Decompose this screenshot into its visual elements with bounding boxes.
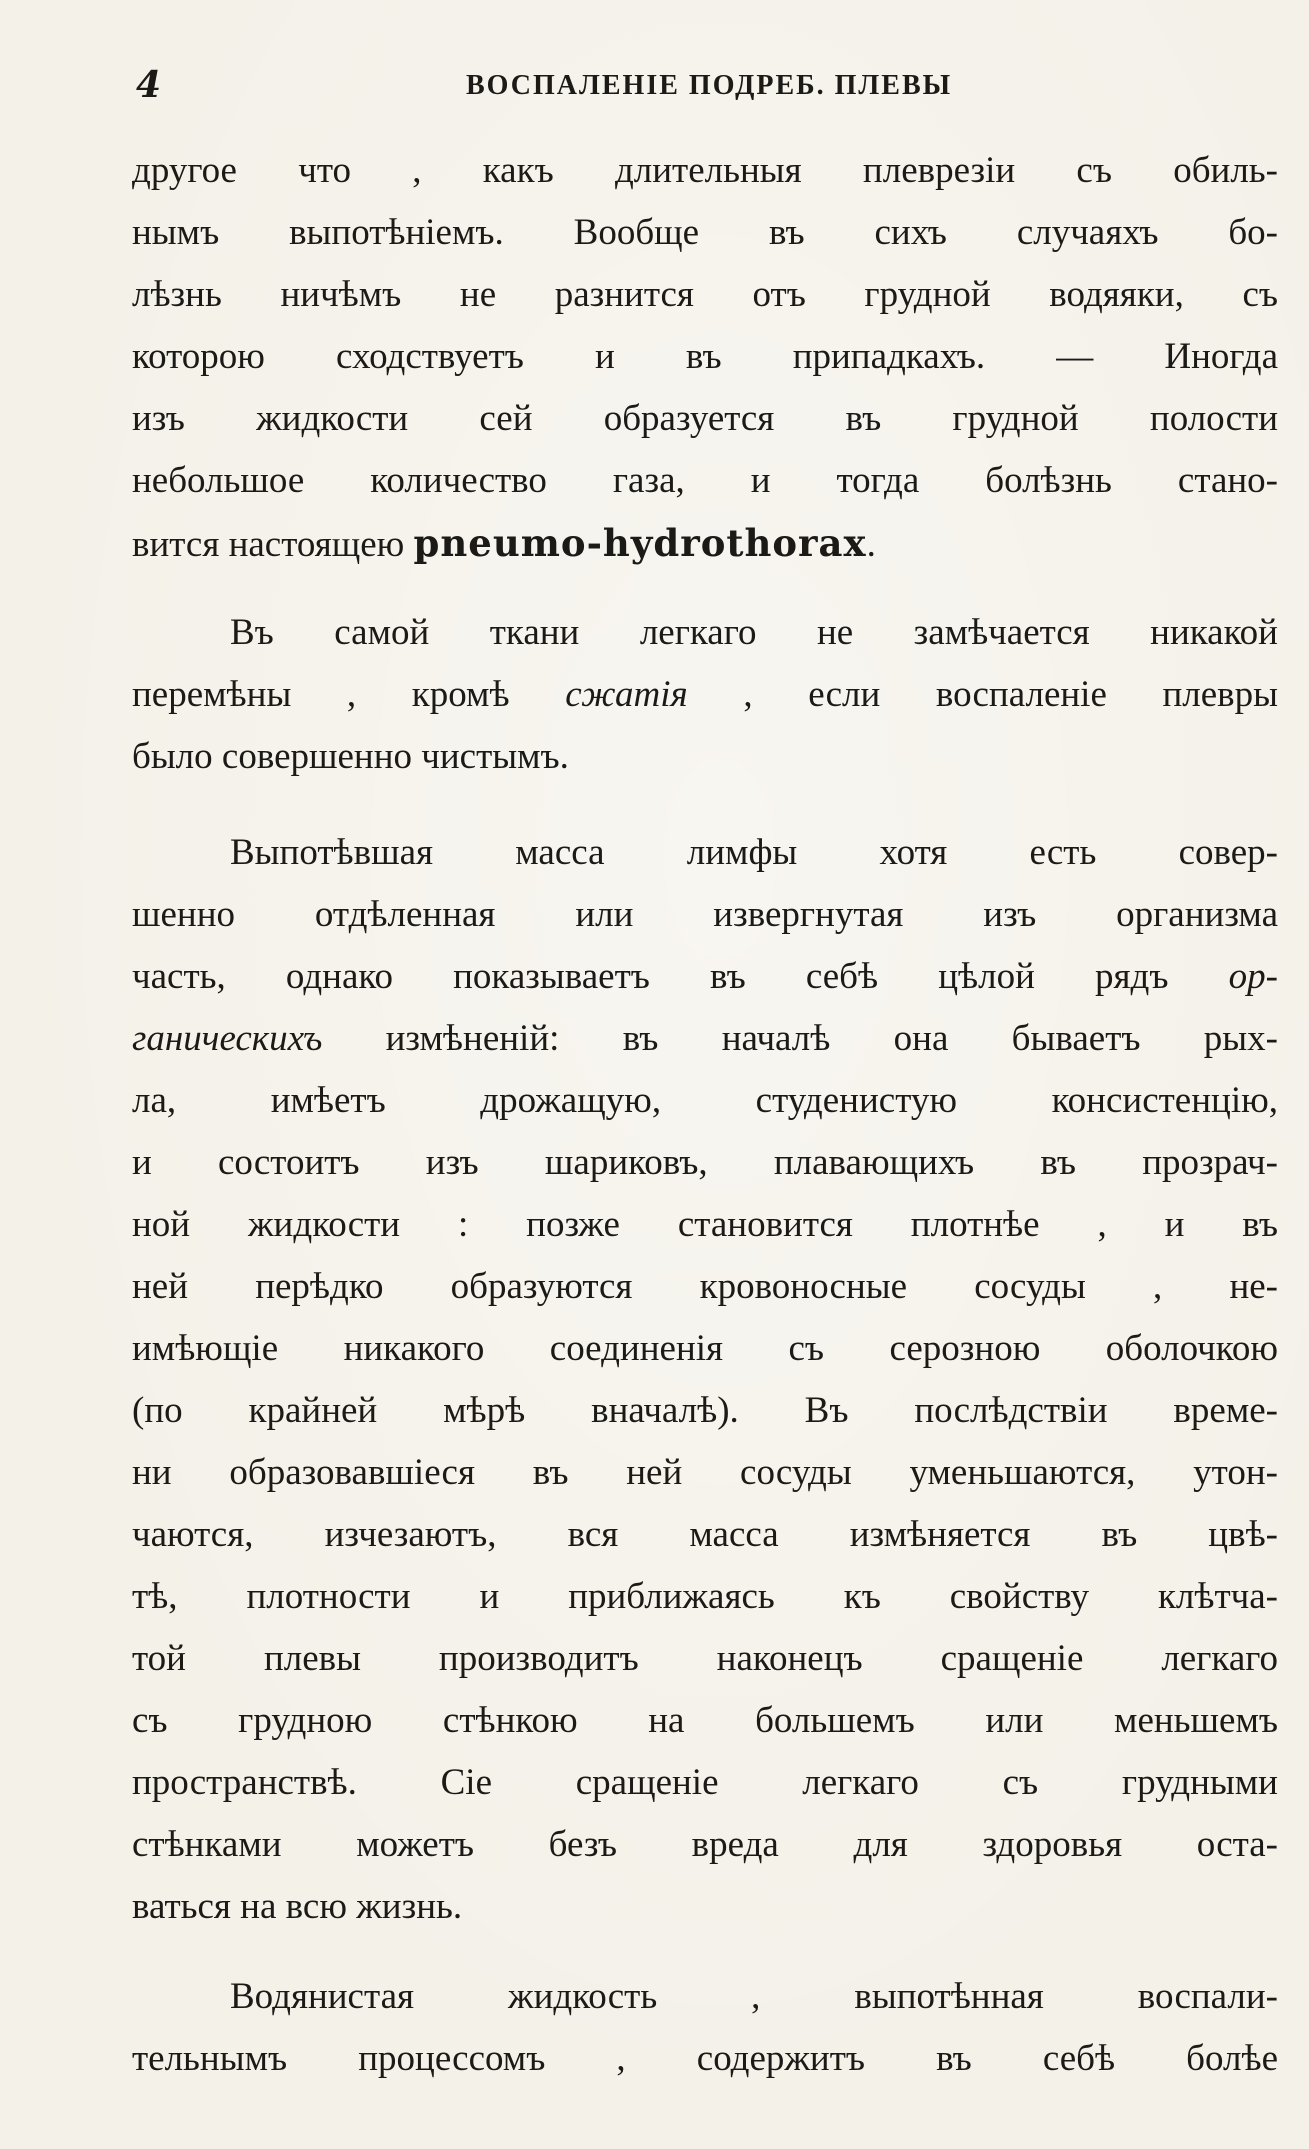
- italic-term: ганическихъ: [132, 1018, 323, 1059]
- text-line: съ грудною стѣнкою на большемъ или меньшемъ: [132, 1700, 1278, 1741]
- text-line: имѣющіе никакого соединенія съ серозною оболочкою: [132, 1328, 1278, 1369]
- text-line: пространствѣ. Сіе сращеніе легкаго съ грудными: [132, 1762, 1278, 1803]
- text-line: Водянистая жидкость , выпотѣнная воспали-: [230, 1976, 1278, 2017]
- text-line: и состоитъ изъ шариковъ, плавающихъ въ прозрач-: [132, 1142, 1278, 1183]
- text-line: изъ жидкости сей образуется въ грудной полости: [132, 398, 1278, 439]
- blackletter-term: pneumo-hydrothorax: [413, 521, 867, 565]
- paragraph-gap: [132, 574, 1278, 602]
- text-line: [132, 664, 1278, 726]
- text-line: чаются, изчезаютъ, вся масса измѣняется въ цвѣ-: [132, 1514, 1278, 1555]
- text-line: другое что , какъ длительныя плеврезіи съ обиль-: [132, 150, 1278, 191]
- text-line: [132, 946, 1278, 1008]
- text-line: тѣ, плотности и приближаясь къ свойству клѣтча-: [132, 1576, 1278, 1617]
- text-line: Въ самой ткани легкаго не замѣчается никакой: [230, 612, 1278, 653]
- text-line: ла, имѣетъ дрожащую, студенистую консистенцію,: [132, 1080, 1278, 1121]
- italic-term: ор-: [1228, 956, 1278, 997]
- paragraph-gap: [132, 788, 1278, 822]
- text-run: перемѣны , кромѣ: [132, 674, 566, 715]
- text-run: измѣненій: въ началѣ она бываетъ рых-: [322, 1018, 1278, 1059]
- page-header: [128, 62, 1268, 108]
- paragraph-2: [132, 602, 1278, 788]
- text-line: которою сходствуетъ и въ припадкахъ. — Иногда: [132, 336, 1278, 377]
- paragraph-3: [132, 822, 1278, 1938]
- text-line: лѣзнь ничѣмъ не разнится отъ грудной водяяки, съ: [132, 274, 1278, 315]
- text-line: было совершенно чистымъ.: [132, 736, 569, 777]
- page-number: 4: [136, 64, 162, 106]
- text-run: , если воспаленіе плевры: [687, 674, 1279, 715]
- text-line: Выпотѣвшая масса лимфы хотя есть совер-: [230, 832, 1278, 873]
- text-line: [132, 1008, 1278, 1070]
- body-text: [132, 140, 1278, 2090]
- text-line: небольшое количество газа, и тогда болѣзнь стано-: [132, 460, 1278, 501]
- text-line: ваться на всю жизнь.: [132, 1886, 463, 1927]
- text-line: ни образовавшіеся въ ней сосуды уменьшаются, утон-: [132, 1452, 1278, 1493]
- text-line: шенно отдѣленная или извергнутая изъ организма: [132, 894, 1278, 935]
- text-line: той плевы производитъ наконецъ сращеніе легкаго: [132, 1638, 1278, 1679]
- paragraph-4: [132, 1966, 1278, 2090]
- text-line: [132, 512, 1278, 574]
- text-run: .: [866, 524, 876, 565]
- text-run: часть, однако показываетъ въ себѣ цѣлой рядъ: [132, 956, 1229, 997]
- text-line: стѣнками можетъ безъ вреда для здоровья оста-: [132, 1824, 1278, 1865]
- paragraph-1: [132, 140, 1278, 574]
- text-line: ной жидкости : позже становится плотнѣе , и въ: [132, 1204, 1278, 1245]
- text-run: вится настоящею: [132, 524, 414, 565]
- paragraph-gap: [132, 1938, 1278, 1966]
- italic-term: сжатія: [565, 674, 688, 715]
- text-line: тельнымъ процессомъ , содержитъ въ себѣ болѣе: [132, 2038, 1278, 2079]
- text-line: ней перѣдко образуются кровоносные сосуды , не-: [132, 1266, 1278, 1307]
- running-head: ВОСПАЛЕНІЕ ПОДРЕБ. ПЛЕВЫ: [466, 70, 953, 101]
- text-line: нымъ выпотѣніемъ. Вообще въ сихъ случаяхъ бо-: [132, 212, 1278, 253]
- text-line: (по крайней мѣрѣ вначалѣ). Въ послѣдствіи време-: [132, 1390, 1278, 1431]
